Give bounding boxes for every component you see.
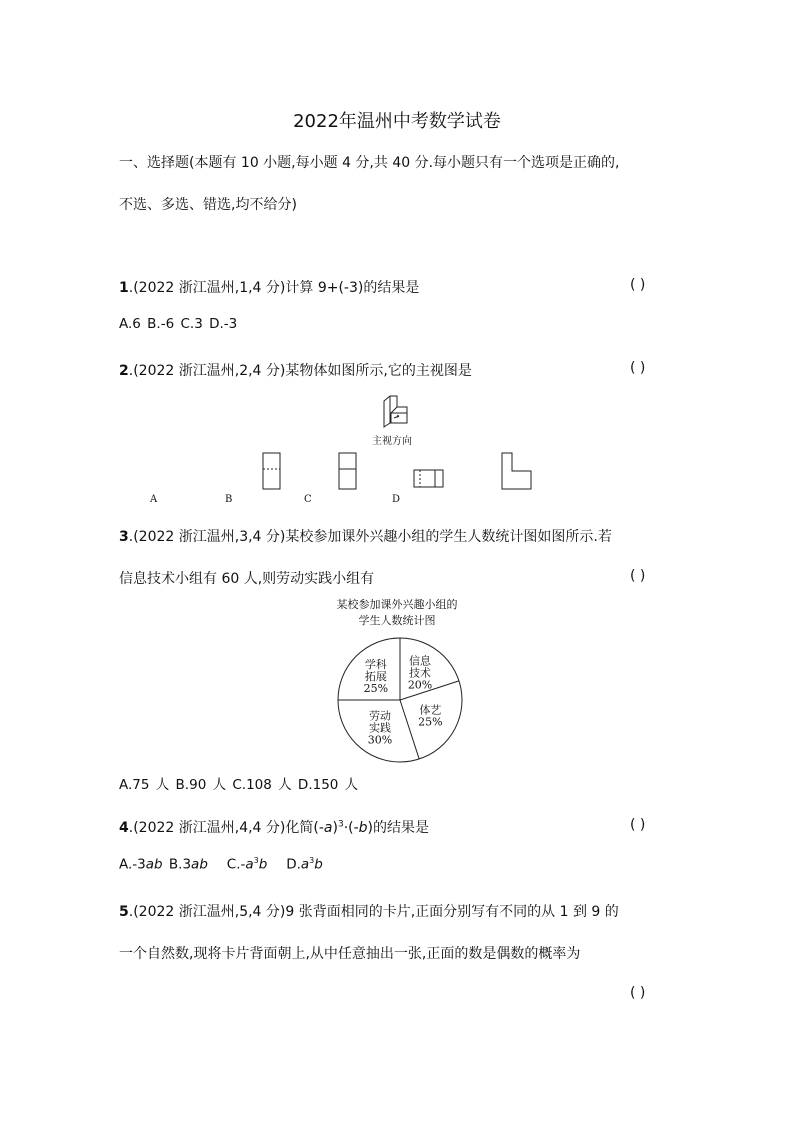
section-heading-line2: 不选、多选、错选,均不给分)	[119, 197, 297, 213]
question-text: .(2022 浙江温州,2,4 分)某物体如图所示,它的主视图是	[128, 363, 472, 379]
variable-b: b	[358, 820, 368, 836]
option-d: D.	[286, 856, 301, 873]
choice-b-figure	[338, 452, 358, 490]
pie-chart	[330, 630, 470, 770]
pie-slice-label: 25%	[363, 681, 389, 695]
question-5-line2: 一个自然数,现将卡片背面朝上,从中任意抽出一张,正面的数是偶数的概率为	[119, 946, 581, 962]
chart-title-line1: 某校参加课外兴趣小组的	[336, 598, 458, 611]
option-c: C.-	[226, 856, 246, 873]
option-b-var: ab	[191, 856, 208, 873]
question-number: 1	[119, 280, 129, 296]
answer-blank: ( )	[630, 985, 646, 1001]
question-3-line1	[119, 526, 612, 546]
answer-blank: ( )	[630, 360, 646, 376]
question-1-options: A.6 B.-6 C.3 D.-3	[119, 316, 238, 332]
option-c-var: a	[245, 856, 254, 873]
exponent: 3	[337, 819, 344, 830]
pie-slice-label: 体艺	[419, 703, 442, 717]
view-direction-caption: 主视方向	[372, 436, 412, 447]
question-text: )	[332, 820, 338, 836]
pie-slice-label: 20%	[407, 678, 433, 692]
question-text: .(2022 浙江温州,5,4 分)9 张背面相同的卡片,正面分别写有不同的从 1 到 9 的	[128, 904, 619, 920]
option-b: B.3	[168, 856, 192, 873]
question-text: .(2022 浙江温州,3,4 分)某校参加课外兴趣小组的学生人数统计图如图所示.若	[128, 529, 612, 545]
answer-blank: ( )	[630, 568, 646, 584]
question-text: .(2022 浙江温州,4,4 分)化简(-	[128, 820, 324, 836]
option-a-var: ab	[145, 856, 163, 873]
pie-slice-label: 信息	[409, 654, 432, 668]
pie-slice-label: 学科	[364, 657, 387, 671]
section-heading-line1: 一、选择题(本题有 10 小题,每小题 4 分,共 40 分.每小题只有一个选项是正确的,	[119, 155, 620, 171]
pie-slice-label: 30%	[367, 733, 393, 747]
option-a: A.-3	[119, 856, 146, 873]
chart-title-line2: 学生人数统计图	[358, 614, 436, 627]
question-number: 4	[119, 820, 129, 836]
question-2	[119, 360, 472, 380]
question-number: 3	[119, 529, 129, 545]
pie-slice-label: 实践	[368, 721, 391, 735]
question-3-options: A.75 人 B.90 人 C.108 人 D.150 人	[119, 777, 359, 793]
question-number: 2	[119, 363, 129, 379]
choice-a-figure	[262, 452, 282, 490]
choice-d-figure	[501, 452, 533, 490]
variable-a: a	[323, 820, 333, 836]
question-4	[119, 817, 429, 837]
answer-blank: ( )	[630, 277, 646, 293]
question-number: 5	[119, 904, 129, 920]
option-c-var2: b	[258, 856, 268, 873]
pie-slice-boundary	[400, 700, 419, 759]
question-text: )的结果是	[367, 820, 430, 836]
choice-label-a: A	[150, 494, 158, 505]
pie-slice-label: 拓展	[364, 669, 387, 683]
option-d-var2: b	[314, 856, 323, 873]
question-1	[119, 277, 419, 297]
choice-label-c: C	[304, 494, 312, 505]
pie-slice-label: 劳动	[368, 709, 391, 723]
choice-label-d: D	[392, 494, 401, 505]
question-text: .(2022 浙江温州,1,4 分)计算 9+(-3)的结果是	[128, 280, 420, 296]
question-3-line2: 信息技术小组有 60 人,则劳动实践小组有	[119, 571, 375, 587]
option-d-var: a	[300, 856, 310, 873]
page-title: 2022年温州中考数学试卷	[293, 111, 501, 132]
answer-blank: ( )	[630, 817, 646, 833]
choice-c-figure	[413, 469, 445, 489]
object-3d-figure	[380, 393, 414, 429]
option-c-exp: 3	[253, 856, 259, 865]
question-5-line1	[119, 901, 619, 921]
option-d-exp: 3	[309, 856, 315, 865]
question-text: ·(-	[343, 820, 359, 836]
pie-slice-label: 25%	[418, 715, 443, 729]
pie-slice-label: 技术	[409, 666, 432, 680]
question-4-options	[119, 856, 323, 873]
choice-label-b: B	[225, 494, 233, 505]
